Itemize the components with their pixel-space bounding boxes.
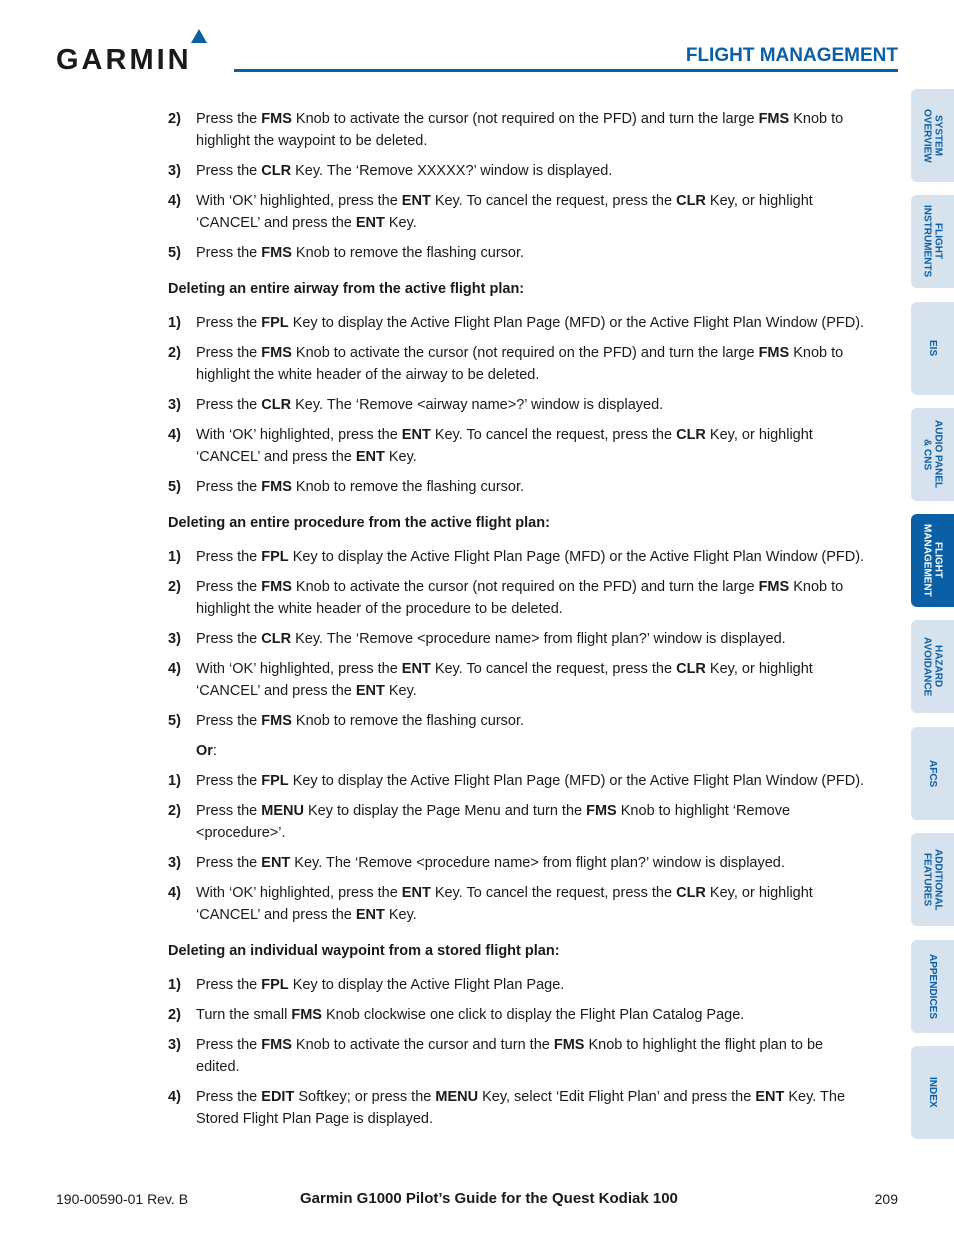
step-item [168, 394, 870, 416]
tab-label: APPENDICES [927, 953, 938, 1019]
step-text: Press the FPL Key to display the Active Flight Plan Page (MFD) or the Active Flight Plan Window (PFD). [196, 549, 865, 565]
step-item [168, 1004, 870, 1026]
step-text: Press the FMS Knob to remove the flashing cursor. [196, 479, 525, 495]
tab-label: EIS [927, 340, 938, 357]
heading-delete-stored-waypoint: Deleting an individual waypoint from a stored flight plan: [168, 943, 560, 959]
step-number: 5) [168, 479, 181, 495]
step-item [168, 770, 870, 792]
tab-additional-features[interactable] [911, 833, 954, 926]
step-number: 3) [168, 397, 181, 413]
main-content [168, 108, 870, 1138]
step-item [168, 546, 870, 568]
step-item [168, 974, 870, 996]
steps-block-remove-waypoint [168, 108, 870, 264]
tab-index[interactable] [911, 1046, 954, 1139]
garmin-triangle-icon [190, 28, 208, 44]
steps-block-delete-stored-waypoint [168, 974, 870, 1130]
tab-hazard-avoidance[interactable] [911, 620, 954, 713]
step-item [168, 852, 870, 874]
tab-label: FLIGHT MANAGEMENT [921, 524, 944, 597]
step-text: Press the CLR Key. The ‘Remove <procedure name> from flight plan?’ window is displayed. [196, 631, 786, 647]
tab-label: HAZARD AVOIDANCE [921, 636, 944, 697]
step-text: With ‘OK’ highlighted, press the ENT Key. To cancel the request, press the CLR Key, or highlight ‘CANCEL’ and press the ENT Key. [196, 427, 813, 465]
tab-flight-management[interactable] [911, 514, 954, 607]
garmin-logo [56, 28, 218, 74]
step-text: With ‘OK’ highlighted, press the ENT Key. To cancel the request, press the CLR Key, or highlight ‘CANCEL’ and press the ENT Key. [196, 661, 813, 699]
step-number: 2) [168, 111, 181, 127]
footer-doc-number: 190-00590-01 Rev. B [56, 1191, 189, 1207]
heading-delete-airway: Deleting an entire airway from the active flight plan: [168, 281, 525, 297]
step-item [168, 190, 870, 234]
step-text: Press the FMS Knob to activate the cursor and turn the FMS Knob to highlight the flight plan to be edited. [196, 1037, 824, 1075]
tab-label: FLIGHT INSTRUMENTS [921, 205, 944, 278]
step-number: 3) [168, 1037, 181, 1053]
step-text: Press the FPL Key to display the Active Flight Plan Page (MFD) or the Active Flight Plan Window (PFD). [196, 773, 865, 789]
step-number: 4) [168, 193, 181, 209]
tab-afcs[interactable] [911, 727, 954, 820]
steps-block-delete-airway [168, 312, 870, 498]
step-number: 4) [168, 661, 181, 677]
step-item [168, 576, 870, 620]
step-text: Press the FMS Knob to activate the cursor (not required on the PFD) and turn the large FMS Knob to highlight the waypoint to be deleted. [196, 111, 844, 149]
step-number: 1) [168, 977, 181, 993]
step-number: 4) [168, 1089, 181, 1105]
step-item [168, 628, 870, 650]
step-number: 2) [168, 345, 181, 361]
step-text: With ‘OK’ highlighted, press the ENT Key. To cancel the request, press the CLR Key, or highlight ‘CANCEL’ and press the ENT Key. [196, 193, 813, 231]
step-item [168, 342, 870, 386]
step-item [168, 882, 870, 926]
logo-wordmark: GARMIN [56, 44, 192, 76]
tab-eis[interactable] [911, 302, 954, 395]
tab-appendices[interactable] [911, 940, 954, 1033]
step-number: 3) [168, 855, 181, 871]
step-item [168, 242, 870, 264]
step-text: Press the ENT Key. The ‘Remove <procedure name> from flight plan?’ window is displayed. [196, 855, 785, 871]
header-rule [234, 69, 898, 72]
heading-delete-procedure: Deleting an entire procedure from the active flight plan: [168, 515, 550, 531]
step-item [168, 424, 870, 468]
tab-label: ADDITIONAL FEATURES [921, 848, 944, 911]
step-number: 3) [168, 631, 181, 647]
step-item [168, 658, 870, 702]
steps-block-delete-procedure-alt [168, 770, 870, 926]
step-item [168, 108, 870, 152]
step-number: 2) [168, 1007, 181, 1023]
step-number: 2) [168, 803, 181, 819]
step-text: Press the FMS Knob to activate the cursor (not required on the PFD) and turn the large FMS Knob to highlight the white header of the procedure to be deleted. [196, 579, 844, 617]
step-item [168, 1034, 870, 1078]
footer-page-number: 209 [874, 1191, 898, 1207]
steps-block-delete-procedure [168, 546, 870, 732]
tab-audio-panel-cns[interactable] [911, 408, 954, 501]
tab-label: AUDIO PANEL & CNS [921, 420, 944, 489]
step-text: Press the FMS Knob to remove the flashing cursor. [196, 245, 525, 261]
or-label: Or: [196, 743, 217, 759]
step-text: Press the FMS Knob to activate the cursor (not required on the PFD) and turn the large FMS Knob to highlight the white header of the airway to be deleted. [196, 345, 844, 383]
step-text: Press the EDIT Softkey; or press the MENU Key, select ‘Edit Flight Plan’ and press the ENT Key. The Stored Flight Plan Page is displayed. [196, 1089, 846, 1127]
step-number: 1) [168, 549, 181, 565]
step-item [168, 160, 870, 182]
step-number: 5) [168, 245, 181, 261]
step-text: Press the FPL Key to display the Active Flight Plan Page. [196, 977, 565, 993]
step-text: Press the CLR Key. The ‘Remove XXXXX?’ window is displayed. [196, 163, 613, 179]
step-item [168, 1086, 870, 1130]
step-number: 4) [168, 885, 181, 901]
tab-label: AFCS [927, 759, 938, 788]
step-text: Press the CLR Key. The ‘Remove <airway name>?’ window is displayed. [196, 397, 664, 413]
step-text: Press the FMS Knob to remove the flashing cursor. [196, 713, 525, 729]
step-text: Press the MENU Key to display the Page Menu and turn the FMS Knob to highlight ‘Remove <procedure>’. [196, 803, 791, 841]
step-number: 1) [168, 315, 181, 331]
step-text: Turn the small FMS Knob clockwise one click to display the Flight Plan Catalog Page. [196, 1007, 745, 1023]
step-number: 3) [168, 163, 181, 179]
step-number: 1) [168, 773, 181, 789]
step-text: With ‘OK’ highlighted, press the ENT Key. To cancel the request, press the CLR Key, or highlight ‘CANCEL’ and press the ENT Key. [196, 885, 813, 923]
step-number: 5) [168, 713, 181, 729]
section-title: FLIGHT MANAGEMENT [685, 45, 898, 66]
step-item [168, 800, 870, 844]
footer-title: Garmin G1000 Pilot’s Guide for the Quest Kodiak 100 [300, 1190, 678, 1207]
tab-label: INDEX [927, 1077, 938, 1108]
step-item [168, 710, 870, 732]
tab-system-overview[interactable] [911, 89, 954, 182]
step-number: 4) [168, 427, 181, 443]
step-text: Press the FPL Key to display the Active Flight Plan Page (MFD) or the Active Flight Plan Window (PFD). [196, 315, 865, 331]
tab-flight-instruments[interactable] [911, 195, 954, 288]
tab-label: SYSTEM OVERVIEW [921, 108, 944, 163]
step-number: 2) [168, 579, 181, 595]
step-item [168, 476, 870, 498]
step-item [168, 312, 870, 334]
